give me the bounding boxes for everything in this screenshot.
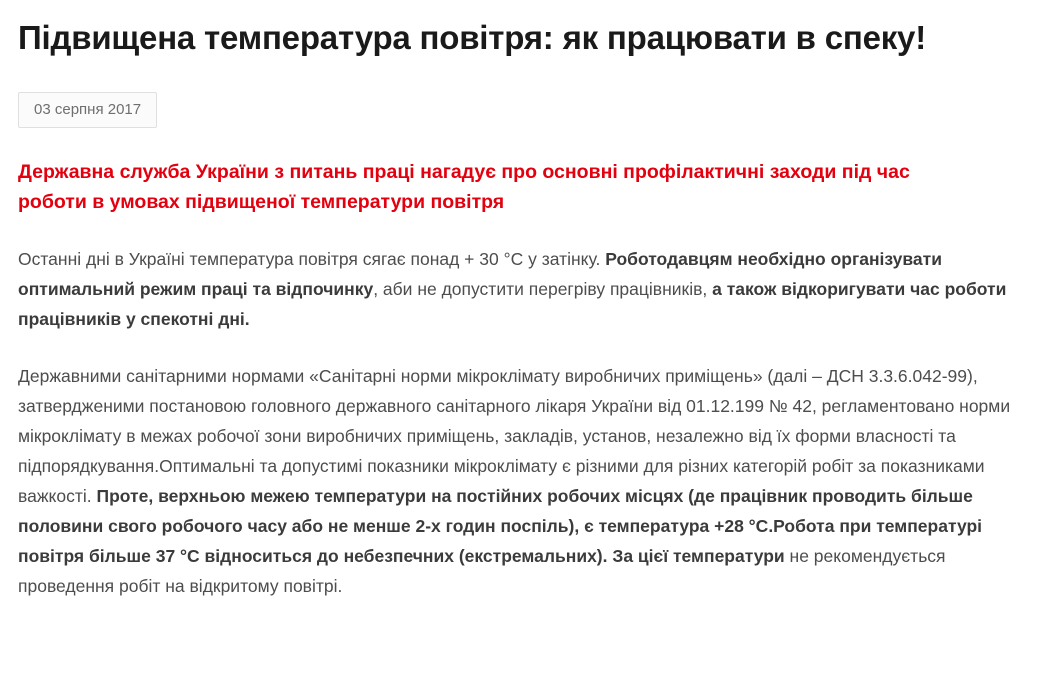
- article-body: [16, 244, 1028, 602]
- paragraph-2-text-2: не рекомендується проведення робіт на відкритому повітрі.: [18, 546, 946, 597]
- paragraph-1-text-2: , аби не допустити перегріву працівників,: [373, 278, 713, 299]
- publication-date-badge: 03 серпня 2017: [18, 92, 157, 128]
- publication-date-container: [16, 92, 1040, 128]
- paragraph-1-text-1: Останні дні в Україні температура повітря сягає понад + 30 °С у затінку.: [18, 248, 606, 269]
- paragraph-2: [18, 361, 1028, 602]
- paragraph-2-text-1: Державними санітарними нормами «Санітарні норми мікроклімату виробничих приміщень» (далі – ДСН 3.3.6.042-99), затвердженими постановою головного державного санітарного лікаря України від 01.12.199 № 42, регламентовано норми мікроклімату в межах робочої зони виробничих приміщень, закладів, установ, незалежно від їх форми власності та підпорядкування.Оптимальні та допустимі показники мікроклімату є різними для різних категорій робіт за показниками важкості.: [18, 365, 1011, 507]
- article-lead: Державна служба України з питань праці нагадує про основні профілактичні заходи під час роботи в умовах підвищеної температури повітря: [18, 161, 910, 213]
- page-title: Підвищена температура повітря: як працювати в спеку!: [18, 19, 926, 56]
- paragraph-1-bold-2: а також відкоригувати час роботи працівників у спекотні дні.: [18, 278, 1007, 329]
- paragraph-1-bold-1: Роботодавцям необхідно організувати оптимальний режим праці та відпочинку: [18, 248, 942, 299]
- paragraph-2-bold-1: Проте, верхньою межею температури на постійних робочих місцях (де працівник проводить більше половини свого робочого часу або не менше 2-х годин поспіль), є температура +28 °С.Робота при температурі повітря більше 37 °С відноситься до небезпечних (екстремальних). За цієї температури: [18, 486, 983, 567]
- paragraph-1: [18, 244, 1028, 334]
